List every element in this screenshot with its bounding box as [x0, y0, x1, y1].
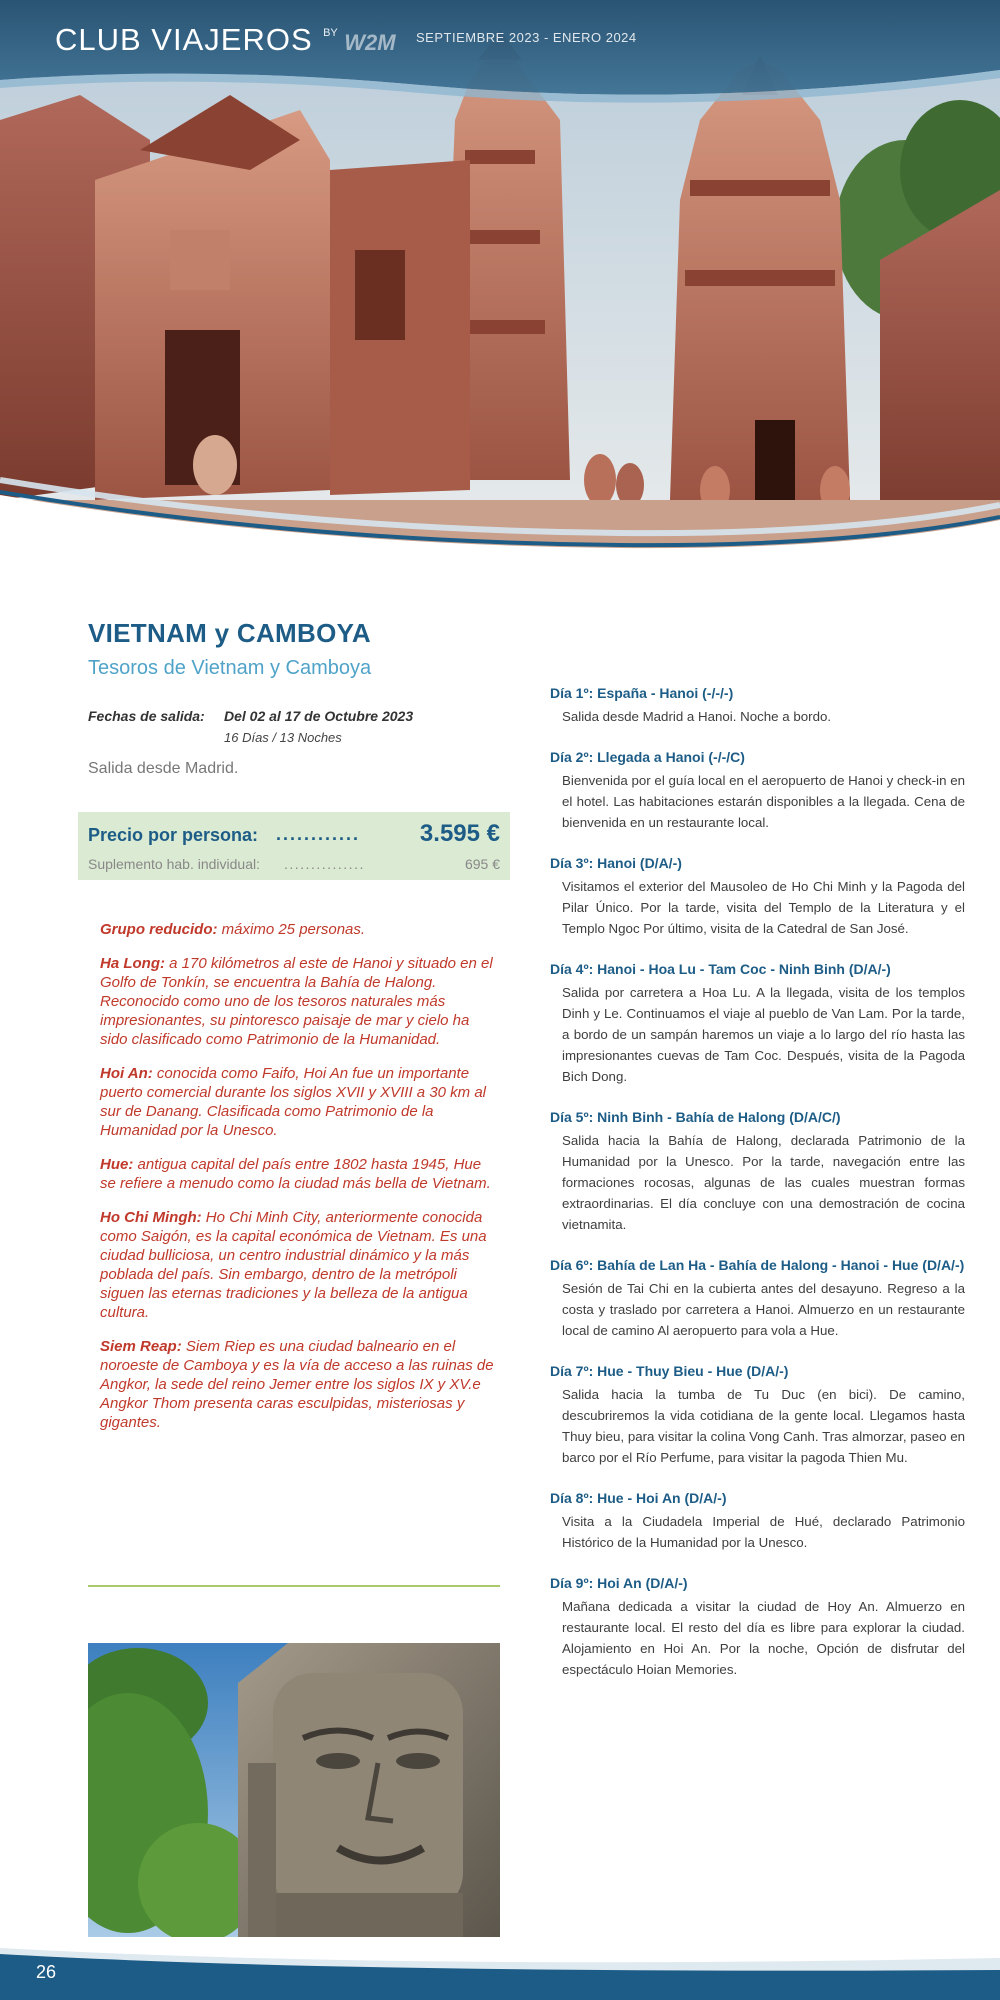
day-description: Salida hacia la Bahía de Halong, declarada Patrimonio de la Humanidad por la Unesco. Por la tarde, navegación entre las formaciones rocosas, algunas de las cuales muestran formas extraordinarias. El día concluye con una demostración de cocina vietnamita.	[562, 1133, 965, 1232]
bayon-face-image	[88, 1643, 500, 1937]
day-description: Visita a la Ciudadela Imperial de Hué, declarado Patrimonio Histórico de la Humanidad por la Unesco.	[562, 1514, 965, 1550]
itinerary-day	[550, 684, 965, 727]
day-title: Día 7º: Hue - Thuy Bieu - Hue (D/A/-)	[550, 1363, 789, 1379]
highlight-item: Ha Long: a 170 kilómetros al este de Hanoi y situado en el Golfo de Tonkín, se encuentra la Bahía de Halong. Reconocido como uno de los tesoros naturales más impresionantes, su pintoresco paisaje de mar y cielo ha sido clasificado como Patrimonio de la Humanidad.	[100, 955, 493, 1048]
itinerary-day	[550, 1256, 965, 1341]
brand-by: BY	[323, 27, 338, 39]
day-title: Día 8º: Hue - Hoi An (D/A/-)	[550, 1490, 727, 1506]
day-description: Sesión de Tai Chi en la cubierta antes del desayuno. Regreso a la costa y traslado por carretera a Hanoi. Almuerzo en un restaurante local de camino Al aeropuerto para vola a Hue.	[562, 1281, 965, 1338]
itinerary-day	[550, 854, 965, 939]
day-title: Día 6º: Bahía de Lan Ha - Bahía de Halong - Hanoi - Hue (D/A/-)	[550, 1257, 965, 1273]
angkor-face-photo	[88, 1643, 500, 1937]
day-title: Día 1º: España - Hanoi (-/-/-)	[550, 685, 734, 701]
trip-subtitle: Tesoros de Vietnam y Camboya	[88, 657, 372, 679]
day-title: Día 2º: Llegada a Hanoi (-/-/C)	[550, 749, 745, 765]
highlight-item: Siem Reap: Siem Riep es una ciudad balneario en el noroeste de Camboya y es la vía de acceso a las ruinas de Angkor, la sede del reino Jemer entre los siglos IX y XV.e Angkor Thom presenta caras esculpidas, misteriosas y gigantes.	[100, 1338, 494, 1431]
price-label: Precio por persona:	[88, 825, 259, 845]
day-title: Día 5º: Ninh Binh - Bahía de Halong (D/A/C/)	[550, 1109, 841, 1125]
supplement-label: Suplemento hab. individual:	[88, 856, 261, 872]
highlight-item: Hue: antigua capital del país entre 1802 hasta 1945, Hue se refiere a menudo como la ciudad más bella de Vietnam.	[100, 1156, 491, 1192]
highlight-item: Grupo reducido: máximo 25 personas.	[100, 921, 366, 938]
highlight-item: Hoi An: conocida como Faifo, Hoi An fue un importante puerto comercial durante los siglos XVII y XVIII a 30 km al sur de Danang. Clasificada como Patrimonio de la Humanidad por la Unesco.	[100, 1065, 487, 1139]
itinerary-day	[550, 1489, 965, 1553]
day-description: Salida por carretera a Hoa Lu. A la llegada, visita de los templos Dinh y Le. Continuamos el viaje al pueblo de Van Lam. Por la tarde, a bordo de un sampán haremos un viaje a lo largo del río hasta las impresionantes cuevas de Tam Coc. Después, visita de la Pagoda Bich Dong.	[562, 985, 965, 1084]
brand-title: CLUB VIAJEROS	[55, 22, 313, 57]
page-number: 26	[36, 1962, 57, 1982]
day-title: Día 3º: Hanoi (D/A/-)	[550, 855, 682, 871]
day-title: Día 4º: Hanoi - Hoa Lu - Tam Coc - Ninh Binh (D/A/-)	[550, 961, 891, 977]
trip-title: VIETNAM y CAMBOYA	[88, 618, 371, 648]
price-leader-dots: ............	[276, 824, 361, 844]
footer-wave	[0, 1940, 1000, 2000]
itinerary-day	[550, 1362, 965, 1468]
destination-highlights	[100, 905, 500, 1439]
departure-dates-value: Del 02 al 17 de Octubre 2023	[224, 708, 414, 724]
itinerary-day	[550, 960, 965, 1087]
day-description: Bienvenida por el guía local en el aeropuerto de Hanoi y check-in en el hotel. Las habitaciones estarán disponibles a la llegada. Cena de bienvenida en un restaurante local.	[562, 773, 965, 830]
itinerary-day	[550, 748, 965, 833]
temple-hero-image	[0, 0, 1000, 560]
trip-duration: 16 Días / 13 Noches	[224, 730, 342, 745]
day-description: Salida hacia la tumba de Tu Duc (en bici). De camino, descubriremos la vida cotidiana de la gente local. Llegamos hasta Thuy bieu, para visitar la colina Vong Canh. Tras almorzar, paseo en barco por el Río Perfume, para visitar la pagoda Thien Mu.	[562, 1387, 965, 1465]
day-description: Salida desde Madrid a Hanoi. Noche a bordo.	[562, 709, 832, 724]
supplement-leader-dots: ...............	[284, 856, 365, 872]
day-title: Día 9º: Hoi An (D/A/-)	[550, 1575, 688, 1591]
departure-dates-label: Fechas de salida:	[88, 708, 205, 724]
hero-banner	[0, 0, 1000, 560]
price-box	[78, 812, 510, 880]
supplement-value: 695 €	[464, 856, 500, 872]
catalog-dates: SEPTIEMBRE 2023 - ENERO 2024	[416, 30, 637, 45]
itinerary-day	[550, 1574, 965, 1680]
departure-city: Salida desde Madrid.	[88, 760, 239, 777]
itinerary	[550, 684, 965, 1701]
highlight-item: Ho Chi Mingh: Ho Chi Minh City, anteriormente conocida como Saigón, es la capital económica de Vietnam. Es una ciudad bulliciosa, un centro industrial dinámico y la más poblada del país. Sin embargo, dentro de la metrópoli siguen las eternas tradiciones y la belleza de la antigua cultura.	[100, 1209, 487, 1321]
itinerary-day	[550, 1108, 965, 1235]
header	[55, 22, 637, 58]
price-value: 3.595 €	[419, 820, 500, 847]
day-description: Visitamos el exterior del Mausoleo de Ho Chi Minh y la Pagoda del Pilar Único. Por la tarde, visita del Templo de la Literatura y el Templo Ngoc Por último, visita de la Catedral de San José.	[562, 879, 965, 936]
divider	[88, 1585, 500, 1587]
brand-logo: W2M	[344, 30, 396, 55]
day-description: Mañana dedicada a visitar la ciudad de Hoy An. Almuerzo en restaurante local. El resto del día es libre para explorar la ciudad. Alojamiento en Hoi An. Por la noche, Opción de disfrutar del espectáculo Hoian Memories.	[562, 1599, 965, 1677]
